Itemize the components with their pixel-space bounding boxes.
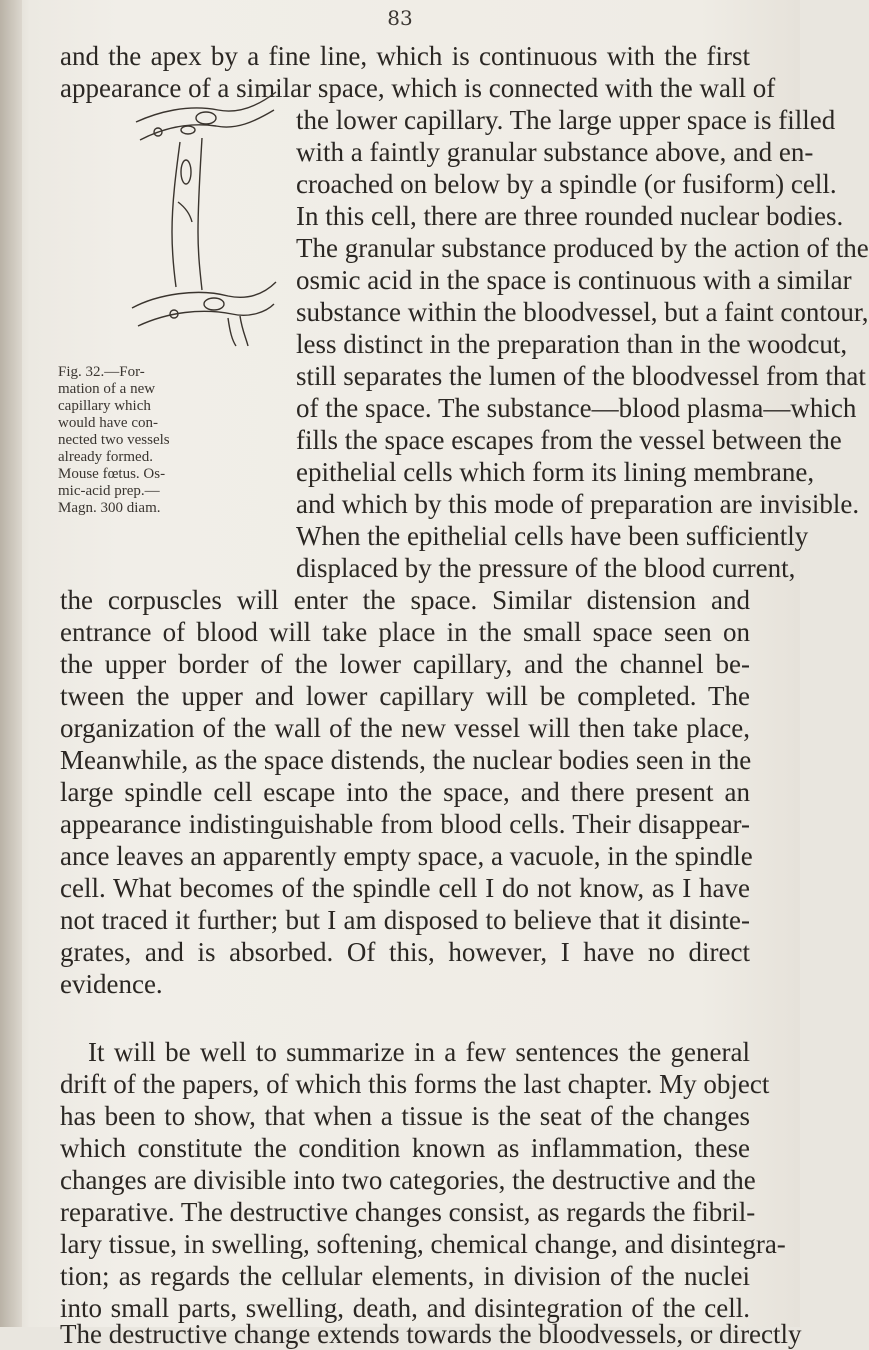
text-line: croached on below by a spindle (or fusiform) cell. xyxy=(296,169,837,199)
figure-caption-line: Magn. 300 diam. xyxy=(58,500,161,516)
text-line: tween the upper and lower capillary will be completed. The xyxy=(60,681,750,711)
capillary-woodcut-figure xyxy=(128,82,278,347)
text-line: fills the space escapes from the vessel between the xyxy=(296,425,842,455)
text-line: The destructive change extends towards the bloodvessels, or directly xyxy=(60,1319,802,1349)
page-number: 83 xyxy=(387,6,413,30)
text-line: organization of the wall of the new vessel will then take place, xyxy=(60,713,750,743)
figure-caption-line: nected two vessels xyxy=(58,432,170,448)
text-line: In this cell, there are three rounded nuclear bodies. xyxy=(296,201,844,231)
text-line: substance within the bloodvessel, but a faint contour, xyxy=(296,297,869,327)
text-line: less distinct in the preparation than in the woodcut, xyxy=(296,329,848,359)
text-line: and which by this mode of preparation are invisible. xyxy=(296,489,860,519)
text-line: the lower capillary. The large upper space is filled xyxy=(296,105,836,135)
text-line: grates, and is absorbed. Of this, however, I have no direct xyxy=(60,937,750,967)
text-line: cell. What becomes of the spindle cell I do not know, as I have xyxy=(60,873,750,903)
figure-caption-line: capillary which xyxy=(58,398,151,414)
figure-caption-line: already formed. xyxy=(58,449,153,465)
text-line: osmic acid in the space is continuous with a similar xyxy=(296,265,852,295)
text-line: drift of the papers, of which this forms the last chapter. My object xyxy=(60,1069,770,1099)
text-line: changes are divisible into two categories, the destructive and the xyxy=(60,1165,756,1195)
text-line: not traced it further; but I am disposed to believe that it disinte- xyxy=(60,905,750,935)
text-line: lary tissue, in swelling, softening, chemical change, and disintegra- xyxy=(60,1229,786,1259)
text-line: which constitute the condition known as inflammation, these xyxy=(60,1133,750,1163)
text-line: the corpuscles will enter the space. Similar distension and xyxy=(60,585,750,615)
text-line: has been to show, that when a tissue is the seat of the changes xyxy=(60,1101,750,1131)
figure-caption-line: mation of a new xyxy=(58,381,156,397)
text-line: large spindle cell escape into the space, and there present an xyxy=(60,777,750,807)
text-line: entrance of blood will take place in the small space seen on xyxy=(60,617,750,647)
text-line: still separates the lumen of the bloodvessel from that xyxy=(296,361,866,391)
text-line: tion; as regards the cellular elements, in division of the nuclei xyxy=(60,1261,750,1291)
text-line: Meanwhile, as the space distends, the nuclear bodies seen in the xyxy=(60,745,752,775)
text-line: reparative. The destructive changes consist, as regards the fibril- xyxy=(60,1197,756,1227)
text-line: evidence. xyxy=(60,969,163,999)
text-line: the upper border of the lower capillary, and the channel be- xyxy=(60,649,750,679)
text-line: displaced by the pressure of the blood current, xyxy=(296,553,796,583)
text-line: ance leaves an apparently empty space, a vacuole, in the spindle xyxy=(60,841,753,871)
text-line: of the space. The substance—blood plasma—which xyxy=(296,393,857,423)
figure-caption-line: mic-acid prep.— xyxy=(58,483,160,499)
text-line: into small parts, swelling, death, and disintegration of the cell. xyxy=(60,1293,750,1323)
text-line: appearance of a similar space, which is connected with the wall of xyxy=(60,73,776,103)
capillary-illustration xyxy=(128,82,278,347)
text-line: When the epithelial cells have been sufficiently xyxy=(296,521,809,551)
text-line: with a faintly granular substance above, and en- xyxy=(296,137,814,167)
text-line: It will be well to summarize in a few sentences the general xyxy=(88,1037,750,1067)
text-line: appearance indistinguishable from blood cells. Their disappear- xyxy=(60,809,750,839)
page-binding-shadow xyxy=(0,0,22,1327)
figure-caption-line: Fig. 32.—For- xyxy=(58,364,145,380)
text-line: The granular substance produced by the action of the xyxy=(296,233,869,263)
figure-caption-line: would have con- xyxy=(58,415,158,431)
figure-caption-line: Mouse fœtus. Os- xyxy=(58,466,166,482)
text-line: and the apex by a fine line, which is continuous with the first xyxy=(60,41,750,71)
text-line: epithelial cells which form its lining membrane, xyxy=(296,457,815,487)
